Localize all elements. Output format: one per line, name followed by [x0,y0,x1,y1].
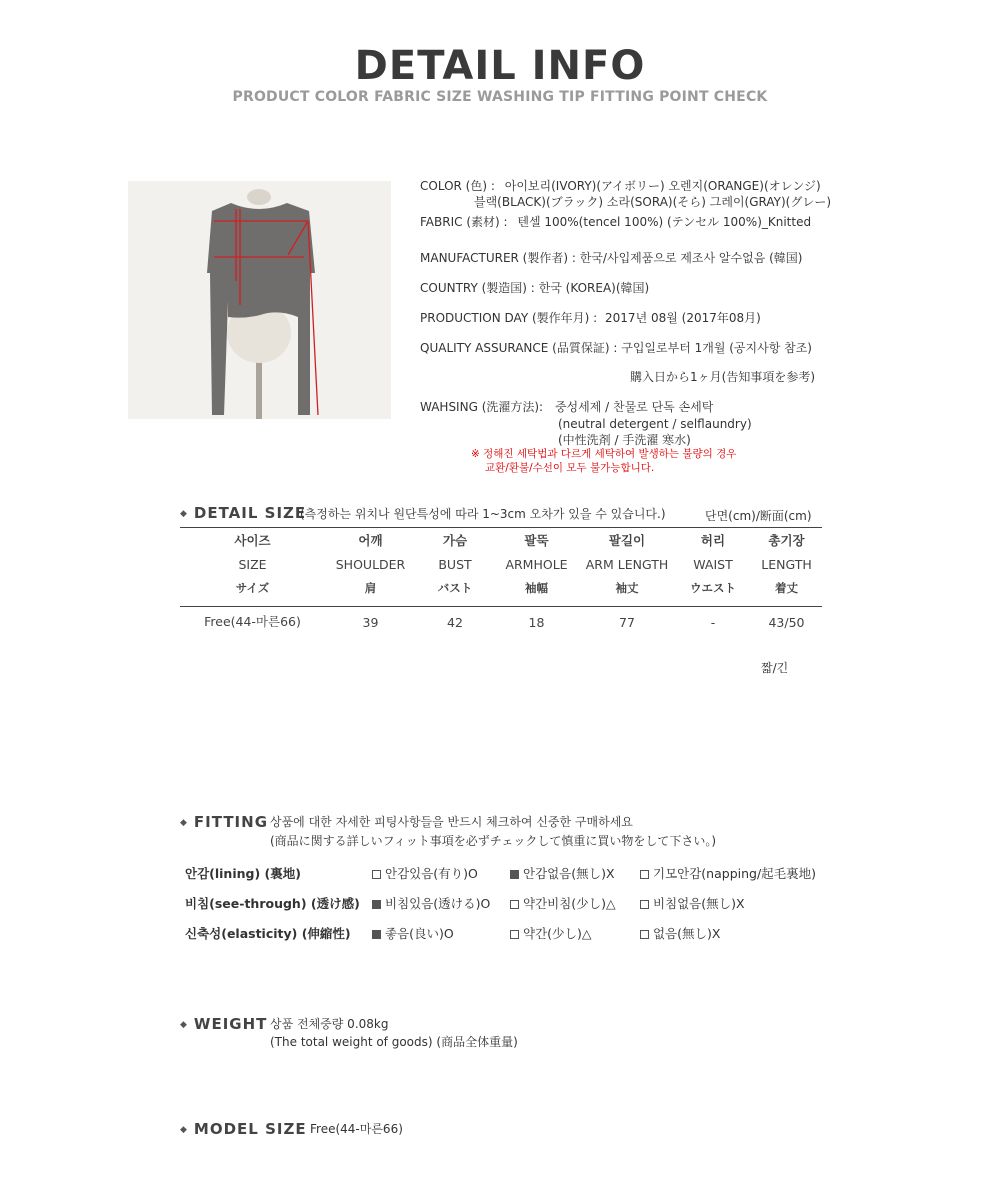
option-text: 비침없음(無し)X [653,896,745,911]
garment-measure-illustration [128,181,391,419]
size-table [180,528,822,630]
table-row [180,600,822,630]
checkbox-icon [510,900,519,909]
fitting-option [372,926,454,942]
info-production [420,310,761,326]
size-cell: Free(44-마른66) [204,614,301,629]
option-text: 안감있음(有り)O [385,866,478,881]
weight-value: 상품 전체중량 0.08kg [270,1017,389,1031]
diamond-bullet-icon: ◆ [180,1020,188,1030]
country-value: 한국 (KOREA)(韓国) [538,281,650,295]
shoulder-cell: 39 [362,615,379,630]
fabric-label: FABRIC (素材) : [420,215,508,229]
model-size-title: MODEL SIZE [193,1120,307,1138]
option-text: 좋음(良い)O [385,926,454,941]
manufacturer-value: 한국/사입제품으로 제조사 알수없음 (韓国) [579,251,803,265]
info-manufacturer [420,250,802,266]
model-size-heading [180,1120,307,1139]
header-ko: 허리 [700,533,726,548]
bust-cell: 42 [447,615,463,630]
header-ko: 팔길이 [608,533,646,548]
info-quality [420,340,812,356]
header-en: WAIST [693,556,733,572]
info-fabric [420,214,811,230]
fabric-value: 텐셀 100%(tencel 100%) (テンセル 100%)_Knitted [517,215,812,229]
diamond-bullet-icon: ◆ [180,818,188,828]
page-subtitle: PRODUCT COLOR FABRIC SIZE WASHING TIP FITTING POINT CHECK [232,89,768,105]
header-ko: 어깨 [358,533,383,548]
washing-value-3: (中性洗剤 / 手洗濯 寒水) [558,433,691,447]
size-header-row-en [180,552,822,576]
header-jp: 袖丈 [615,581,639,595]
info-color [420,178,821,194]
fitting-label: 신축성(elasticity) (伸縮性) [185,926,351,941]
header-jp: 袖幅 [525,581,548,595]
option-text: 안감없음(無し)X [523,866,615,881]
header-ko: 가슴 [442,533,468,548]
arm-length-cell: 77 [619,615,635,630]
waist-cell: - [710,615,716,630]
checkbox-icon [640,930,649,939]
fitting-row-lining [185,866,301,882]
header-ko: 팔뚝 [524,533,549,548]
fitting-option [510,866,615,882]
fitting-label: 안감(lining) (裏地) [185,866,301,881]
checkbox-icon [510,930,519,939]
fitting-option [640,896,745,912]
detail-size-title: DETAIL SIZE [193,504,307,522]
washing-warning-2: 교환/환불/수선이 모두 불가능합니다. [485,462,655,474]
washing-label: WAHSING (洗濯方法): [420,400,544,414]
header-en: ARM LENGTH [585,556,669,572]
washing-value-2: (neutral detergent / selflaundry) [558,417,752,431]
checkbox-checked-icon [372,900,381,909]
fitting-option [372,866,478,882]
option-text: 약간비침(少し)△ [523,896,616,911]
fitting-row-see-through [185,896,360,912]
header-jp: サイズ [235,581,270,595]
header-jp: 着丈 [775,581,798,595]
checkbox-icon [372,870,381,879]
size-header-row-ko [180,528,822,552]
option-text: 기모안감(napping/起毛裏地) [653,866,817,881]
detail-size-heading [180,504,306,523]
production-label: PRODUCTION DAY (製作年月) : [420,311,598,325]
header-en: SIZE [238,556,267,572]
quality-value: 구입일로부터 1개월 (공지사항 참조) [621,341,812,355]
color-value-2: 블랙(BLACK)(ブラック) 소라(SORA)(そら) 그레이(GRAY)(グレー) [474,195,832,209]
checkbox-checked-icon [372,930,381,939]
header-jp: バスト [437,581,473,595]
fitting-label: 비침(see-through) (透け感) [185,896,360,911]
fitting-row-elasticity [185,926,351,942]
fitting-note-1: 상품에 대한 자세한 피팅사항들을 반드시 체크하여 신중한 구매하세요 [270,815,633,829]
header-en: SHOULDER [335,556,406,572]
header-en: ARMHOLE [505,556,568,572]
country-label: COUNTRY (製造国) : [420,281,535,295]
header-jp: 肩 [364,581,377,595]
info-washing [420,399,713,415]
fitting-option [640,866,816,882]
fitting-option [510,926,592,942]
size-header-row-jp [180,576,822,600]
info-country [420,280,649,296]
option-text: 비침있음(透ける)O [385,896,491,911]
length-note: 짧/긴 [761,661,789,675]
checkbox-icon [640,870,649,879]
option-text: 없음(無し)X [653,926,721,941]
diamond-bullet-icon: ◆ [180,1125,188,1135]
page-title: DETAIL INFO [354,43,646,89]
fitting-note-2: (商品に関する詳しいフィット事項を必ずチェックして慎重に買い物をして下さい。) [270,834,717,848]
fitting-option [640,926,720,942]
production-value: 2017년 08월 (2017年08月) [605,311,761,325]
size-table-header-rule [180,606,822,607]
fitting-heading [180,813,268,832]
header-en: BUST [438,556,472,572]
diamond-bullet-icon: ◆ [180,509,188,519]
washing-value-1: 중성세제 / 찬물로 단독 손세탁 [554,400,714,414]
length-cell: 43/50 [768,615,805,630]
armhole-cell: 18 [528,615,545,630]
weight-heading [180,1015,267,1034]
checkbox-icon [640,900,649,909]
checkbox-checked-icon [510,870,519,879]
product-photo [128,181,391,419]
header-en: LENGTH [761,556,812,572]
fitting-title: FITTING [193,813,269,831]
model-size-value: Free(44-마른66) [310,1122,403,1136]
detail-size-note: (측정하는 위치나 원단특성에 따라 1~3cm 오차가 있을 수 있습니다.) [300,507,666,521]
detail-size-unit: 단면(cm)/断面(cm) [705,509,812,523]
fitting-option [372,896,490,912]
quality-value-jp: 購入日から1ヶ月(告知事項を参考) [630,370,815,384]
manufacturer-label: MANUFACTURER (製作者) : [420,251,576,265]
header-ko: 사이즈 [234,533,271,548]
weight-title: WEIGHT [193,1015,268,1033]
weight-value-en: (The total weight of goods) (商品全体重量) [270,1035,518,1049]
header-jp: ウエスト [690,581,736,595]
color-value-1: 아이보리(IVORY)(アイボリー) 오렌지(ORANGE)(オレンジ) [504,179,821,193]
color-label: COLOR (色) : [420,179,495,193]
quality-label: QUALITY ASSURANCE (品質保証) : [420,341,618,355]
washing-warning-1: ※ 정해진 세탁법과 다르게 세탁하여 발생하는 불량의 경우 [471,448,737,460]
header-ko: 총기장 [768,533,805,548]
fitting-option [510,896,616,912]
option-text: 약간(少し)△ [523,926,592,941]
